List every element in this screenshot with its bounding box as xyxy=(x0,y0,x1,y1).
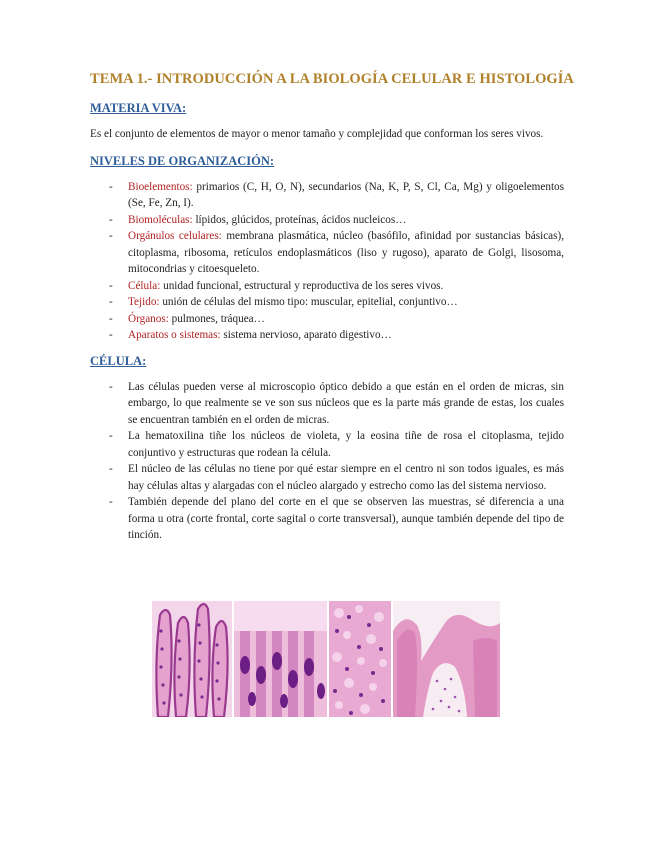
materia-viva-text: Es el conjunto de elementos de mayor o menor tamaño y complejidad que conforman los seres vivos. xyxy=(90,128,544,140)
bullet-dash: - xyxy=(109,279,113,292)
term-label: Célula: xyxy=(128,279,161,292)
term-description: unidad funcional, estructural y reproductiva de los seres vivos. xyxy=(160,279,444,292)
bullet-dash: - xyxy=(109,213,113,226)
celula-item-text: El núcleo de las células no tiene por qué estar siempre en el centro ni son todos iguales, es más hay células altas y alargadas con el núcleo alargado y estrecho como las del sistema nervioso. xyxy=(128,463,564,492)
niveles-item-aparatos xyxy=(90,327,564,344)
term-description: lípidos, glúcidos, proteínas, ácidos nucleicos… xyxy=(192,213,407,226)
histology-image-strip xyxy=(152,601,502,717)
term-label: Órganos: xyxy=(128,312,169,325)
celula-item-text: La hematoxilina tiñe los núcleos de violeta, y la eosina tiñe de rosa el citoplasma, tejido conjuntivo y estructuras que rodean la célula. xyxy=(128,430,564,459)
bullet-dash: - xyxy=(109,380,113,393)
bullet-dash: - xyxy=(109,430,113,442)
histology-villi-image xyxy=(152,601,232,717)
celula-item-text: También depende del plano del corte en el que se observen las muestras, sé diferencia a una forma u otra (corte frontal, corte sagital o corte transversal), aunque también depende del tipo de tinción. xyxy=(128,496,564,541)
term-label: Aparatos o sistemas: xyxy=(128,329,221,341)
term-description: pulmones, tráquea… xyxy=(168,312,265,325)
bullet-dash: - xyxy=(109,496,113,508)
celula-item xyxy=(90,461,564,494)
celula-list xyxy=(90,379,564,544)
term-label: Bioelementos: xyxy=(128,180,193,193)
niveles-item-celula xyxy=(90,278,564,295)
bullet-dash: - xyxy=(109,329,113,341)
celula-item xyxy=(90,379,564,429)
term-description: membrana plasmática, núcleo (basófilo, afinidad por sustancias básicas), citoplasma, ribosoma, retículos endoplasmáticos (liso y rugoso), aparato de Golgi, lisosoma, mitocondrias y citoesqueleto. xyxy=(128,230,564,275)
niveles-item-biomoleculas xyxy=(90,212,564,229)
celula-heading: CÉLULA: xyxy=(90,353,147,368)
celula-item xyxy=(90,494,564,544)
materia-viva-heading: MATERIA VIVA: xyxy=(90,101,187,115)
bullet-dash: - xyxy=(109,180,113,193)
term-label: Tejido: xyxy=(128,296,160,308)
document-page xyxy=(90,70,574,553)
bullet-dash: - xyxy=(109,230,113,242)
histology-columnar-epithelium-image xyxy=(234,601,327,717)
term-description: unión de células del mismo tipo: muscular, epitelial, conjuntivo… xyxy=(159,296,458,308)
document-title: TEMA 1.- INTRODUCCIÓN A LA BIOLOGÍA CELULAR E HISTOLOGÍA xyxy=(90,71,574,87)
niveles-heading: NIVELES DE ORGANIZACIÓN: xyxy=(90,153,275,168)
histology-stratified-epithelium-image xyxy=(393,601,500,717)
term-label: Orgánulos celulares: xyxy=(128,230,222,242)
term-description: primarios (C, H, O, N), secundarios (Na, K, P, S, Cl, Ca, Mg) y oligoelementos (Se, Fe, Zn, I). xyxy=(128,180,564,209)
term-description: sistema nervioso, aparato digestivo… xyxy=(220,329,392,341)
histology-parenchyma-image xyxy=(329,601,391,717)
niveles-item-organulos xyxy=(90,228,564,278)
celula-item-text: Las células pueden verse al microscopio óptico debido a que están en el orden de micras, sin embargo, lo que realmente se ve son sus núcleos que es la parte más grande de estas, los cuales se encuentran también en el orden de micras. xyxy=(128,380,564,426)
bullet-dash: - xyxy=(109,296,113,308)
bullet-dash: - xyxy=(109,312,113,325)
niveles-item-bioelementos xyxy=(90,179,564,212)
niveles-list xyxy=(90,179,564,344)
bullet-dash: - xyxy=(109,463,113,475)
niveles-item-tejido xyxy=(90,294,564,311)
niveles-item-organos xyxy=(90,311,564,328)
celula-item xyxy=(90,428,564,461)
term-label: Biomoléculas: xyxy=(128,213,193,226)
